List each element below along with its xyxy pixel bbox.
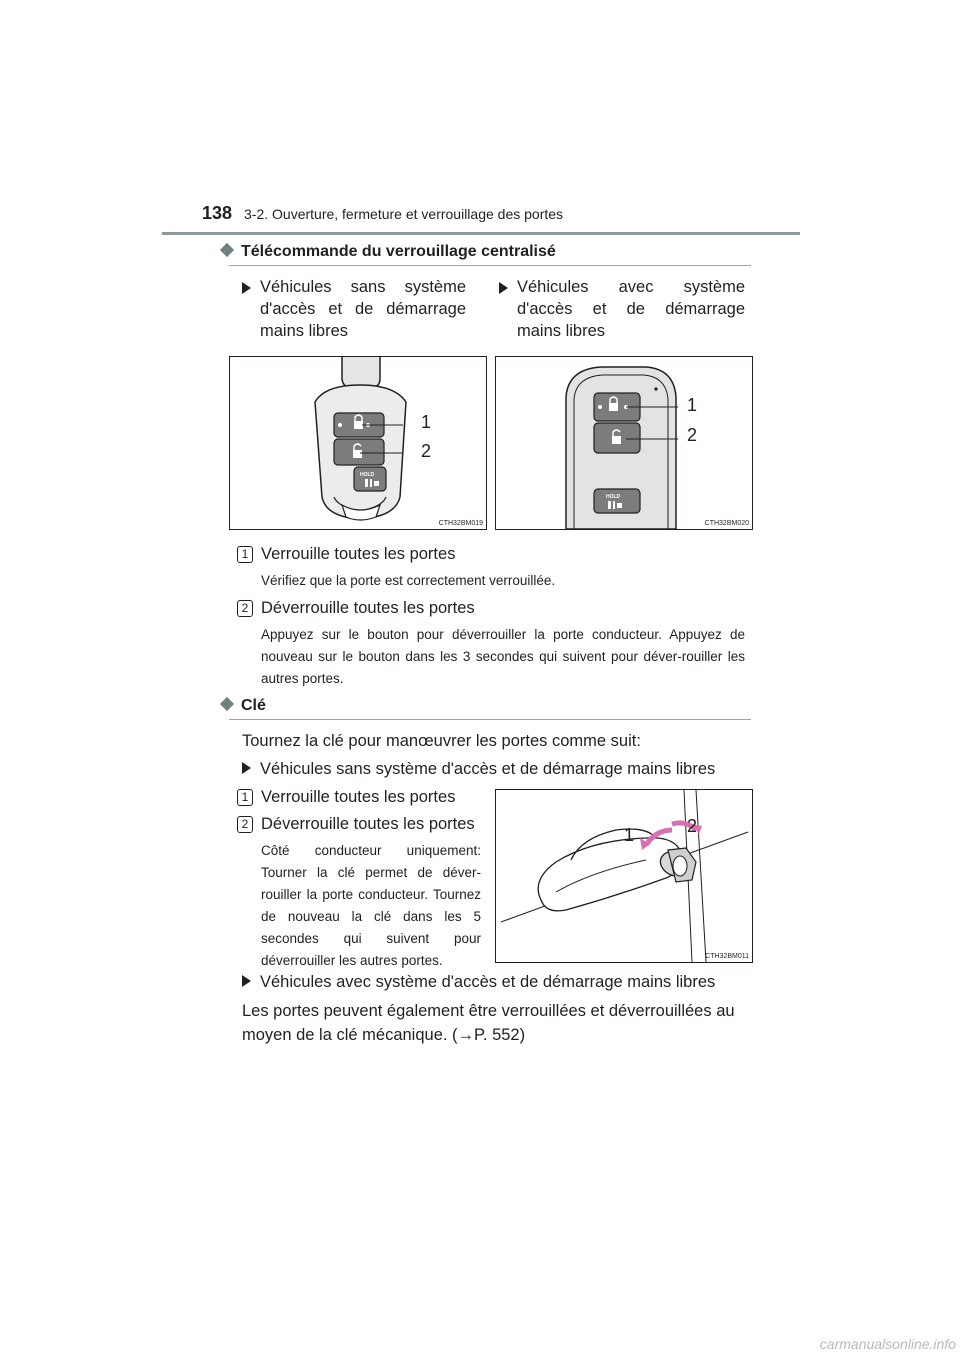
item-number-2: 2	[237, 816, 253, 833]
remote-fob-illustration	[230, 357, 486, 529]
key-item2-note: Côté conducteur uniquement: Tourner la clé permet de déver-rouiller la porte conducteur. Tournez de nouveau la clé dans les 5 secondes qui suivent pour déverrouiller les autres portes.	[261, 843, 481, 968]
item-number-1: 1	[237, 546, 253, 563]
page-number: 138	[202, 203, 233, 223]
remote-heading	[222, 243, 556, 261]
callout-1: 1	[624, 825, 635, 845]
arrow-icon: →	[457, 1026, 475, 1044]
page-reference-link[interactable]: P. 552)	[474, 1026, 526, 1044]
remote-col-right-text: Véhicules avec système d'accès et de démarrage mains libres	[517, 278, 745, 340]
remote-item1-note: Vérifiez que la porte est correctement verrouillée.	[261, 573, 556, 588]
hold-label: HOLD	[360, 472, 375, 478]
callout-1: 1	[420, 412, 431, 432]
key-outro-text: Les portes peuvent également être verrouillées et déverrouillées au moyen de la clé mécanique. (	[242, 1002, 735, 1044]
key-sub2	[242, 971, 752, 993]
remote-heading-text: Télécommande du verrouillage centralisé	[241, 243, 556, 260]
key-heading-rule	[229, 719, 751, 720]
remote-heading-rule	[229, 265, 751, 266]
item-number-1: 1	[237, 789, 253, 806]
key-heading	[222, 697, 266, 715]
smart-key-illustration	[496, 357, 752, 529]
remote-col-left-label	[242, 276, 466, 342]
callout-1: 1	[686, 395, 697, 415]
triangle-bullet-icon	[242, 282, 251, 294]
item-number-2: 2	[237, 600, 253, 617]
callout-2: 2	[686, 425, 697, 445]
watermark: carmanualsonline.info	[819, 1336, 956, 1352]
figure-remote-fob	[229, 356, 487, 530]
key-intro: Tournez la clé pour manœuvrer les portes comme suit:	[242, 732, 641, 750]
triangle-bullet-icon	[242, 762, 251, 774]
figure-code: CTH32BM020	[704, 520, 749, 527]
diamond-bullet-icon	[220, 697, 234, 711]
door-handle-illustration	[496, 790, 752, 962]
remote-item2-note: Appuyez sur le bouton pour déverrouiller la porte conducteur. Appuyez de nouveau sur le bouton dans les 3 secondes qui suivent pour déver-rouiller les autres portes.	[261, 627, 745, 686]
diamond-bullet-icon	[220, 243, 234, 257]
remote-col-right-label	[499, 276, 745, 342]
triangle-bullet-icon	[499, 282, 508, 294]
callout-2: 2	[420, 441, 431, 461]
key-sub2-text: Véhicules avec système d'accès et de démarrage mains libres	[260, 973, 716, 991]
remote-item2-title: Déverrouille toutes les portes	[261, 599, 475, 617]
figure-smart-key	[495, 356, 753, 530]
key-outro	[242, 999, 752, 1047]
hold-label: HOLD	[606, 494, 621, 500]
header-rule	[162, 232, 800, 235]
key-sub1-text: Véhicules sans système d'accès et de démarrage mains libres	[260, 760, 716, 778]
key-item2-title: Déverrouille toutes les portes	[261, 815, 475, 833]
section-title: 3-2. Ouverture, fermeture et verrouillage des portes	[244, 206, 564, 222]
figure-code: CTH32BM019	[438, 520, 483, 527]
key-heading-text: Clé	[241, 697, 266, 714]
remote-item1-title: Verrouille toutes les portes	[261, 545, 456, 563]
figure-code: CTH32BM011	[705, 953, 749, 960]
figure-door-key	[495, 789, 753, 963]
key-sub1	[242, 758, 752, 780]
triangle-bullet-icon	[242, 975, 251, 987]
key-item1-title: Verrouille toutes les portes	[261, 788, 456, 806]
callout-2: 2	[687, 816, 698, 836]
remote-col-left-text: Véhicules sans système d'accès et de démarrage mains libres	[260, 278, 466, 340]
